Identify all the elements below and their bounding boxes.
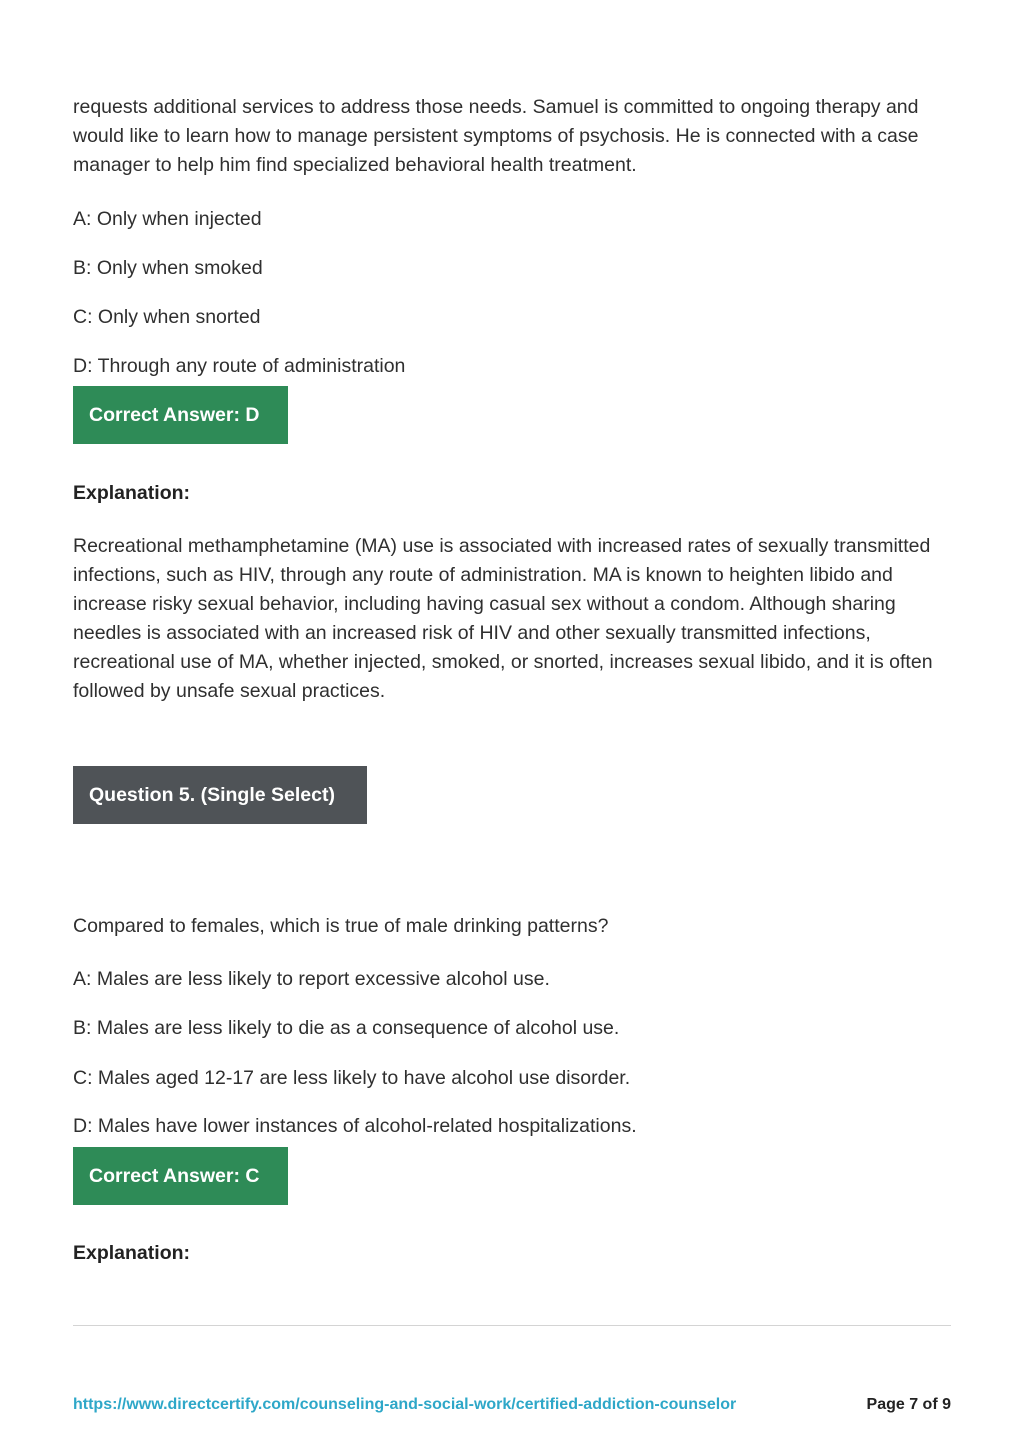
q5-option-d: D: Males have lower instances of alcohol-related hospitalizations. — [73, 1115, 637, 1137]
footer-link[interactable]: https://www.directcertify.com/counseling-and-social-work/certified-addiction-counselor — [73, 1396, 737, 1413]
page-number: Page 7 of 9 — [866, 1396, 951, 1413]
q5-correct-answer-badge: Correct Answer: C — [73, 1147, 288, 1205]
intro-paragraph: requests additional services to address those needs. Samuel is committed to ongoing therapy and would like to learn how to manage persistent symptoms of psychosis. He is connected with a case manager to help him find specialized behavioral health treatment. — [73, 96, 919, 176]
q4-correct-answer-badge: Correct Answer: D — [73, 386, 288, 444]
q4-option-b: B: Only when smoked — [73, 257, 263, 279]
q4-explanation-label: Explanation: — [73, 482, 191, 504]
q4-option-c: C: Only when snorted — [73, 306, 261, 328]
q5-option-b: B: Males are less likely to die as a consequence of alcohol use. — [73, 1017, 620, 1039]
q5-header: Question 5. (Single Select) — [73, 766, 367, 824]
footer-divider — [73, 1325, 951, 1326]
q5-explanation-label: Explanation: — [73, 1242, 191, 1264]
q5-prompt: Compared to females, which is true of male drinking patterns? — [73, 915, 609, 937]
q5-option-a: A: Males are less likely to report excessive alcohol use. — [73, 968, 550, 990]
q5-option-c: C: Males aged 12-17 are less likely to have alcohol use disorder. — [73, 1067, 631, 1089]
q4-option-a: A: Only when injected — [73, 208, 262, 230]
q4-option-d: D: Through any route of administration — [73, 355, 406, 377]
q4-explanation-text: Recreational methamphetamine (MA) use is associated with increased rates of sexually transmitted infections, such as HIV, through any route of administration. MA is known to heighten libido and increase risky sexual behavior, including having casual sex without a condom. Although sharing needles is associated with an increased risk of HIV and other sexually transmitted infections, recreational use of MA, whether injected, smoked, or snorted, increases sexual libido, and it is often followed by unsafe sexual practices. — [73, 535, 933, 702]
